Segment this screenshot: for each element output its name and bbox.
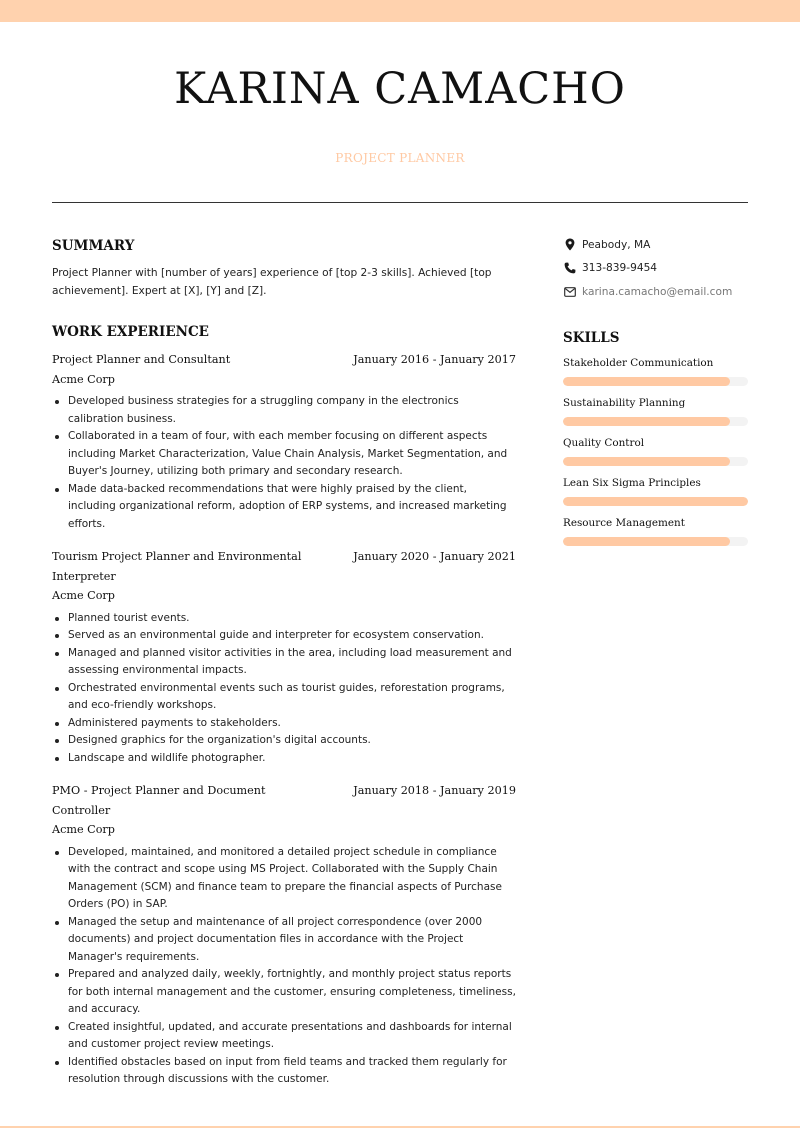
job-bullet: Orchestrated environmental events such as tourist guides, reforestation programs, and eco-friendly workshops.	[52, 680, 516, 715]
job-bullet: Managed the setup and maintenance of all project correspondence (over 2000 documents) and project documentation files in accordance with the Project Manager's requirements.	[52, 914, 516, 967]
skills-heading: SKILLS	[563, 329, 620, 346]
skill-level-bar	[563, 497, 748, 506]
skill-name: Quality Control	[563, 436, 645, 449]
summary-section	[52, 236, 516, 300]
skill-level-fill	[563, 377, 730, 386]
job-dates: January 2020 - January 2021	[353, 550, 516, 563]
job-bullet: Developed, maintained, and monitored a detailed project schedule in compliance with the contract and scope using MS Project. Collaborated with the Supply Chain Management (SCM) and finance team to prepare the financial aspects of Purchase Orders (PO) in SAP.	[52, 844, 516, 914]
skill-level-bar	[563, 417, 748, 426]
skill-name: Lean Six Sigma Principles	[563, 476, 701, 489]
email-link[interactable]: karina.camacho@email.com	[582, 285, 733, 298]
job-bullet: Prepared and analyzed daily, weekly, fortnightly, and monthly project status reports for both internal management and the customer, ensuring completeness, timeliness, and accuracy.	[52, 966, 516, 1019]
work-experience-section	[52, 322, 516, 1089]
job-bullet: Landscape and wildlife photographer.	[52, 750, 516, 768]
job-company: Acme Corp	[52, 372, 115, 386]
candidate-role: PROJECT PLANNER	[335, 151, 465, 165]
skill-level-bar	[563, 457, 748, 466]
skill-item	[563, 476, 748, 506]
contact-location	[563, 233, 748, 257]
skill-level-fill	[563, 497, 748, 506]
contact-email[interactable]	[563, 280, 748, 304]
job-bullet: Managed and planned visitor activities in the area, including load measurement and assessing environmental impacts.	[52, 645, 516, 680]
job-entry	[52, 350, 516, 533]
job-entry	[52, 547, 516, 767]
skill-name: Stakeholder Communication	[563, 356, 714, 369]
contact-info	[563, 233, 748, 304]
work-experience-heading: WORK EXPERIENCE	[52, 324, 209, 340]
summary-heading: SUMMARY	[52, 238, 135, 254]
skill-item	[563, 516, 748, 546]
job-title: PMO - Project Planner and Document Controller	[52, 784, 266, 817]
job-bullet: Identified obstacles based on input from field teams and tracked them regularly for resolution through discussions with the customer.	[52, 1054, 516, 1089]
job-bullets	[52, 610, 516, 768]
job-bullet: Made data-backed recommendations that were highly praised by the client, including organizational reform, adoption of ERP systems, and increased marketing efforts.	[52, 481, 516, 534]
top-accent-bar	[0, 0, 800, 22]
header-divider	[52, 202, 748, 203]
job-bullets	[52, 844, 516, 1089]
candidate-name: KARINA CAMACHO	[174, 64, 626, 114]
skill-level-bar	[563, 537, 748, 546]
job-bullet: Designed graphics for the organization's digital accounts.	[52, 732, 516, 750]
skill-level-fill	[563, 457, 730, 466]
job-bullet: Planned tourist events.	[52, 610, 516, 628]
contact-phone	[563, 257, 748, 281]
main-column	[52, 236, 516, 1089]
job-company: Acme Corp	[52, 823, 115, 836]
skills-section	[563, 328, 748, 546]
mail-icon	[563, 285, 576, 298]
skill-item	[563, 436, 748, 466]
phone-icon	[563, 262, 576, 275]
skill-level-fill	[563, 417, 730, 426]
skill-name: Sustainability Planning	[563, 396, 686, 409]
job-bullets	[52, 393, 516, 533]
job-bullet: Collaborated in a team of four, with each member focusing on different aspects including Market Characterization, Value Chain Analysis, Market Segmentation, and Buyer's Journey, utilizing both primary and secondary research.	[52, 428, 516, 481]
skill-level-bar	[563, 377, 748, 386]
job-entry	[52, 781, 516, 1089]
job-dates: January 2018 - January 2019	[353, 784, 516, 797]
summary-text: Project Planner with [number of years] experience of [top 2-3 skills]. Achieved [top achievement]. Expert at [X], [Y] and [Z].	[52, 267, 492, 297]
job-bullet: Administered payments to stakeholders.	[52, 715, 516, 733]
job-dates: January 2016 - January 2017	[353, 353, 516, 366]
job-bullet: Created insightful, updated, and accurate presentations and dashboards for internal and customer project review meetings.	[52, 1019, 516, 1054]
map-pin-icon	[563, 238, 576, 251]
job-title: Tourism Project Planner and Environmental Interpreter	[52, 550, 302, 583]
skill-name: Resource Management	[563, 516, 685, 529]
skill-item	[563, 356, 748, 386]
location-text: Peabody, MA	[582, 238, 651, 251]
sidebar-column	[563, 233, 748, 546]
job-bullet: Served as an environmental guide and interpreter for ecosystem conservation.	[52, 627, 516, 645]
phone-text: 313-839-9454	[582, 262, 658, 275]
skill-item	[563, 396, 748, 426]
job-company: Acme Corp	[52, 589, 115, 602]
job-title: Project Planner and Consultant	[52, 353, 231, 366]
job-bullet: Developed business strategies for a struggling company in the electronics calibration business.	[52, 393, 516, 428]
skill-level-fill	[563, 537, 730, 546]
